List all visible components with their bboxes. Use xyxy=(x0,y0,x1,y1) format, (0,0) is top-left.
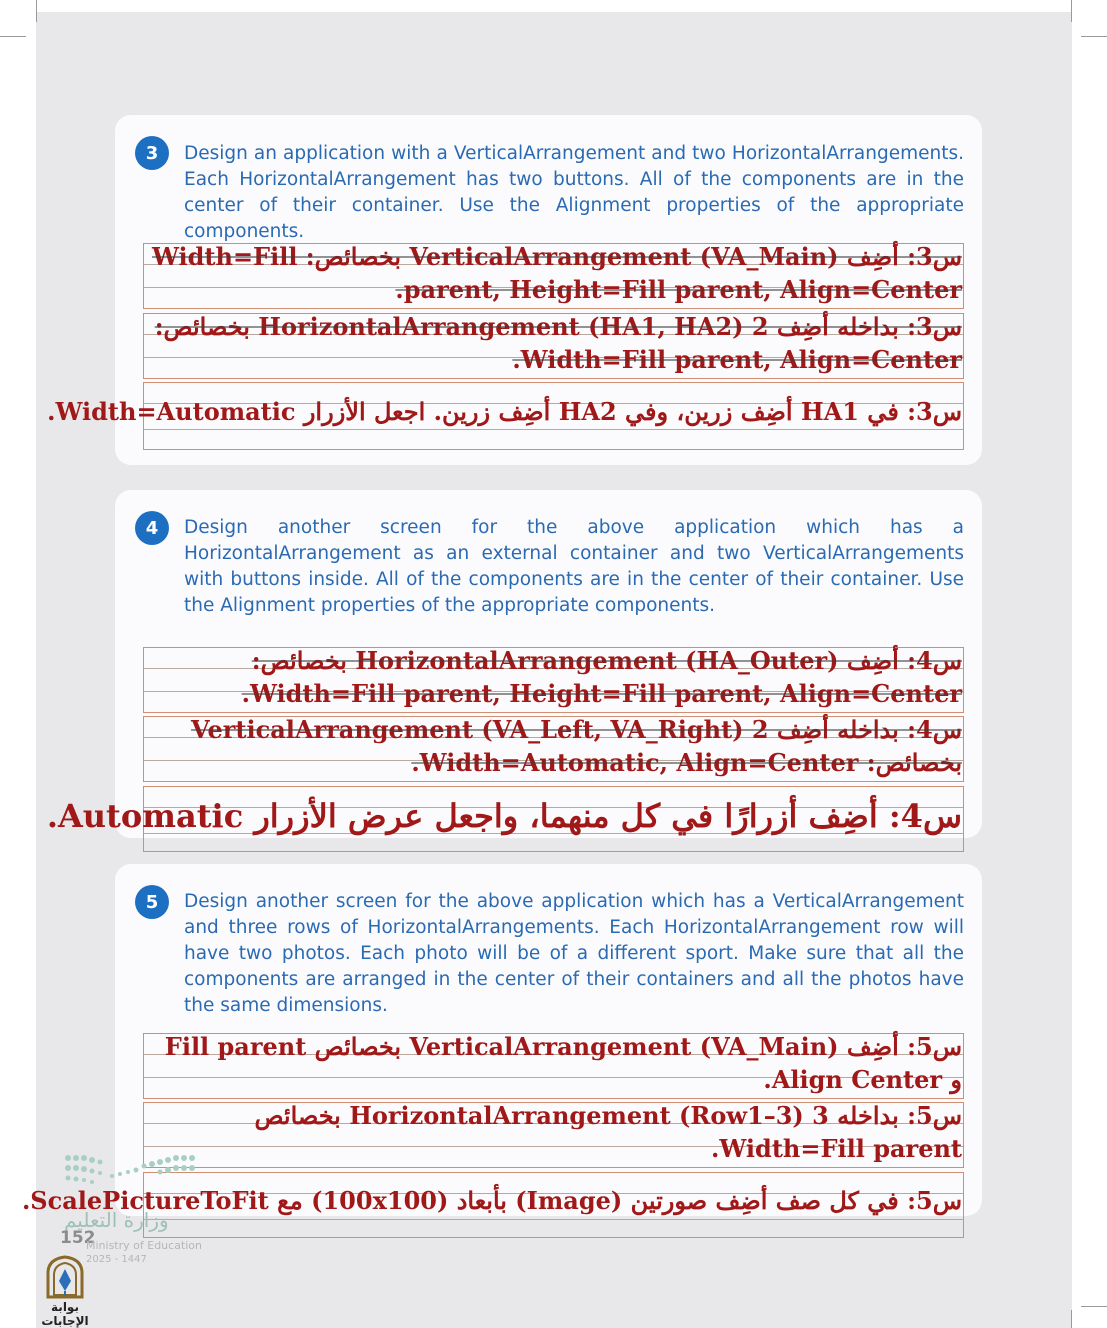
crop-mark xyxy=(1081,36,1107,37)
answer-line: س5: بداخله 3 (Row1–3) HorizontalArrangement بخصائص Width=Fill parent. xyxy=(254,1101,962,1163)
answer-line: س5: في كل صف أضِف صورتين (Image) بأبعاد (100x100) مع ScalePictureToFit. xyxy=(21,1186,962,1215)
answer-line: س4: أضِف (HA_Outer) HorizontalArrangement بخصائص: Width=Fill parent, Height=Fill parent, Align=Center. xyxy=(241,646,962,708)
crop-mark xyxy=(1071,0,1072,22)
answer-line: س4: بداخله أضِف 2 (VA_Left, VA_Right) VerticalArrangement بخصائص: Width=Automatic, Align=Center. xyxy=(191,715,962,777)
crop-mark xyxy=(1081,1306,1107,1307)
crop-mark xyxy=(1071,1310,1072,1328)
answer-line: س3: أضِف (VA_Main) VerticalArrangement بخصائص: Width=Fill parent, Height=Fill parent, Align=Center. xyxy=(151,242,962,304)
question-number-badge: 5 xyxy=(135,885,169,919)
question-text: Design another screen for the above application which has a HorizontalArrangement as an external container and two VerticalArrangements with buttons inside. All of the components are in the center of their container. Use the Alignment properties of the appropriate components. xyxy=(184,517,964,616)
answer-line: س4: أضِف أزرارًا في كل منهما، واجعل عرض الأزرار Automatic. xyxy=(46,797,962,835)
ministry-logo-icon xyxy=(64,1152,204,1200)
brand-label: بوابة الإجابات xyxy=(41,1300,89,1328)
question-text: Design an application with a VerticalArrangement and two HorizontalArrangements. Each HorizontalArrangement has two buttons. All of the components are in the center of their container. Use the Alignment properties of the appropriate components. xyxy=(184,143,964,242)
page-number: 152 xyxy=(60,1228,96,1248)
question-number-badge: 3 xyxy=(135,136,169,170)
crop-mark xyxy=(0,36,26,37)
ministry-year: 2025 - 1447 xyxy=(86,1254,147,1265)
answer-line: س3: في HA1 أضِف زرين، وفي HA2 أضِف زرين. اجعل الأزرار Width=Automatic. xyxy=(47,397,962,426)
ministry-arabic-name: وزارة التعليم xyxy=(64,1208,169,1232)
ministry-english-name: Ministry of Education xyxy=(86,1239,203,1252)
question-text: Design another screen for the above application which has a VerticalArrangement and three rows of HorizontalArrangements. Each HorizontalArrangement row will have two photos. Each photo will be of a different sport. Make sure that all the components are arranged in the center of their containers and all the photos have the same dimensions. xyxy=(184,891,964,1016)
brand-logo-icon xyxy=(44,1255,86,1299)
question-number-badge: 4 xyxy=(135,511,169,545)
answer-line: س3: بداخله أضِف 2 (HA1, HA2) HorizontalArrangement بخصائص: Width=Fill parent, Align=Center. xyxy=(154,312,962,374)
crop-mark xyxy=(36,0,37,22)
answer-line: س5: أضِف (VA_Main) VerticalArrangement بخصائص Fill parent و Align Center. xyxy=(164,1032,962,1094)
